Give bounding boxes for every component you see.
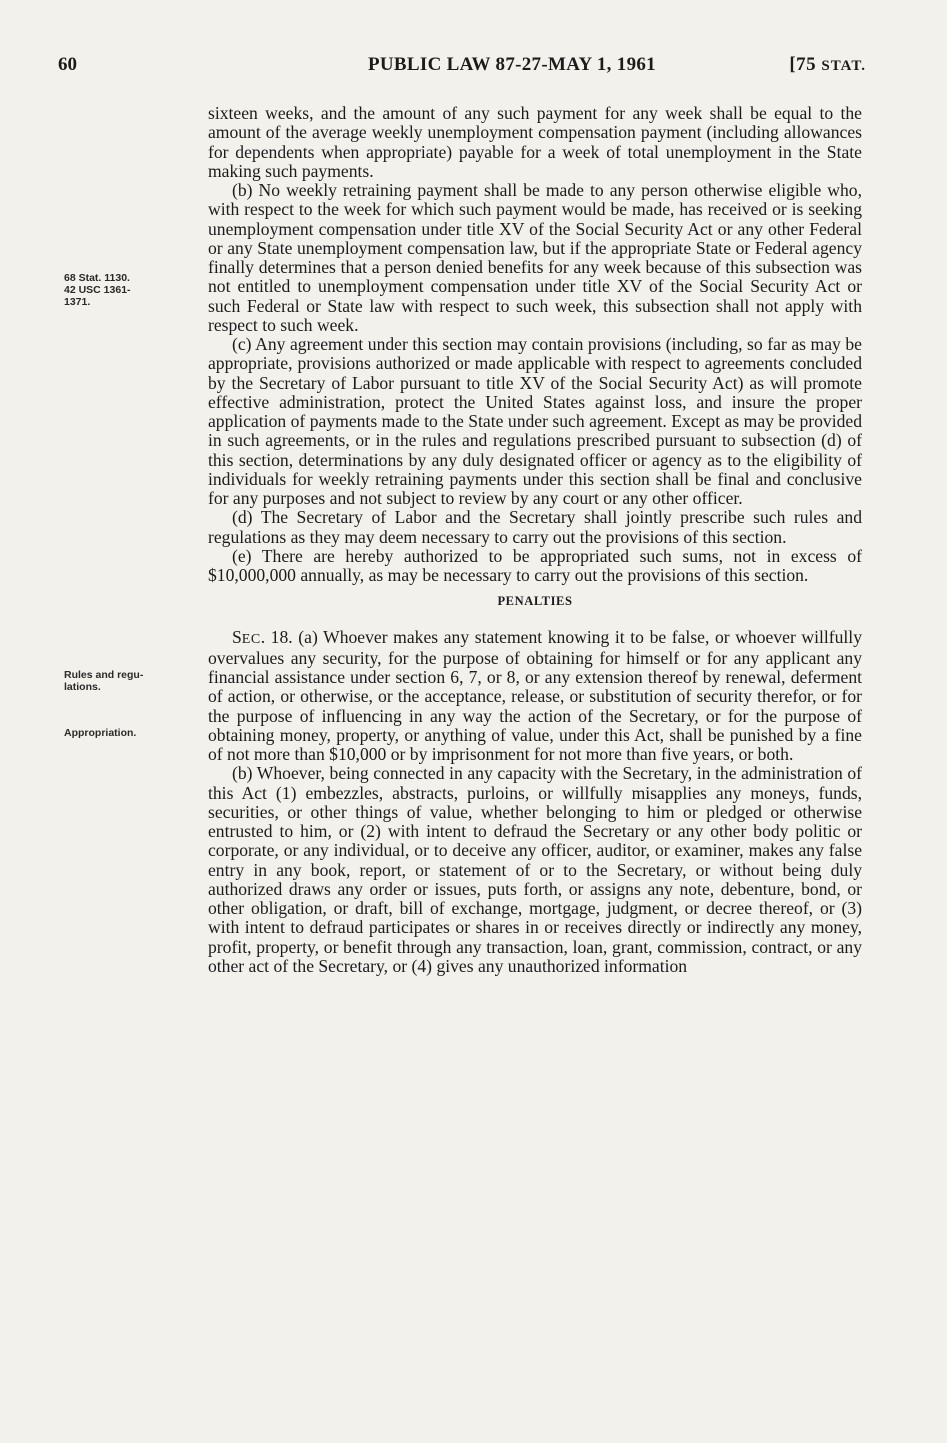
volume-reference <box>789 54 866 76</box>
page-number: 60 <box>58 54 77 75</box>
section-label-number: . 18. <box>260 626 293 647</box>
running-title: PUBLIC LAW 87-27-MAY 1, 1961 <box>368 54 656 75</box>
section-heading-penalties: PENALTIES <box>497 594 573 609</box>
section-label-smallcaps: EC <box>241 631 261 647</box>
paragraph-e: (e) There are hereby authorized to be appropriated such sums, not in excess of $10,000,000 annually, as may be necessary to carry out the provisions of this section. <box>208 545 862 585</box>
section-label <box>232 627 293 647</box>
margin-note-citation: 68 Stat. 1130. 42 USC 1361- 1371. <box>64 272 131 308</box>
paragraph-d: (d) The Secretary of Labor and the Secretary shall jointly prescribe such rules and regulations as they may deem necessary to carry out the provisions of this section. <box>208 507 862 547</box>
paragraph-continuation: sixteen weeks, and the amount of any such payment for any week shall be equal to the amount of the average weekly unemployment compensation payment (including allowances for dependents when appropriate) payable for a week of total unemployment in the State making such payments. <box>208 103 862 181</box>
section-18-a-text: (a) Whoever makes any statement knowing it to be false, or whoever willfully overvalues any security, for the purpose of obtaining for himself or for any applicant any financial assistance under section 6, 7, or 8, or any extension thereof by renewal, deferment of action, or otherwise, or the acceptance, release, or substitution of security therefor, or for the purpose of influencing in any way the action of the Secretary, or for the purpose of obtaining money, property, or anything of value, under this Act, shall be punished by a fine of not more than $10,000 or by imprisonment for not more than five years, or both. <box>208 626 862 764</box>
paragraph-c: (c) Any agreement under this section may contain provisions (including, so far as may be appropriate, provisions authorized or made applicable with respect to agreements concluded by the Secretary of Labor pursuant to title XV of the Social Security Act) as will promote effective administration, protect the United States against loss, and insure the proper application of payments made to the State under such agreement. Except as may be provided in such agreements, or in the rules and regulations prescribed pursuant to subsection (d) of this section, determinations by any duly designated officer or agency as to the eligibility of individuals for weekly retraining payments under this section shall be final and conclusive for any purposes and not subject to review by any court or any other officer. <box>208 334 862 508</box>
volume-bracket: [ <box>789 54 797 75</box>
margin-note-appropriation: Appropriation. <box>64 727 137 739</box>
section-18-paragraph-b: (b) Whoever, being connected in any capacity with the Secretary, in the administration of this Act (1) embezzles, abstracts, purloins, or willfully misapplies any moneys, funds, securities, or other things of value, whether belonging to him or pledged or otherwise entrusted to him, or (2) with intent to defraud the Secretary or any other body politic or corporate, or any individual, or to deceive any officer, auditor, or examiner, makes any false entry in any book, report, or statement of or to the Secretary, or without being duly authorized draws any order or issues, puts forth, or assigns any note, debenture, bond, or other obligation, or draft, bill of exchange, mortgage, judgment, or decree thereof, or (3) with intent to defraud participates or shares in or receives directly or indirectly any money, profit, property, or benefit through any transaction, loan, grant, commission, contract, or any other act of the Secretary, or (4) gives any unauthorized information <box>208 763 862 976</box>
document-body <box>208 104 862 976</box>
page-header <box>58 54 866 82</box>
paragraph-b: (b) No weekly retraining payment shall be made to any person otherwise eligible who, with respect to the week for which such payment would be made, has received or is seeking unemployment compensation under title XV of the Social Security Act or any other Federal or any State unemployment compensation law, but if the appropriate State or Federal agency finally determines that a person denied benefits for any week because of this subsection was not entitled to unemployment compensation under title XV of the Social Security Act or such Federal or State law with respect to such week, this subsection shall not apply with respect to such week. <box>208 180 862 335</box>
section-18-paragraph-a <box>208 628 862 765</box>
margin-note-rules: Rules and regu- lations. <box>64 669 144 693</box>
volume-label: STAT. <box>821 58 866 74</box>
volume-number: 75 <box>796 54 817 75</box>
section-label-initial: S <box>232 626 242 647</box>
